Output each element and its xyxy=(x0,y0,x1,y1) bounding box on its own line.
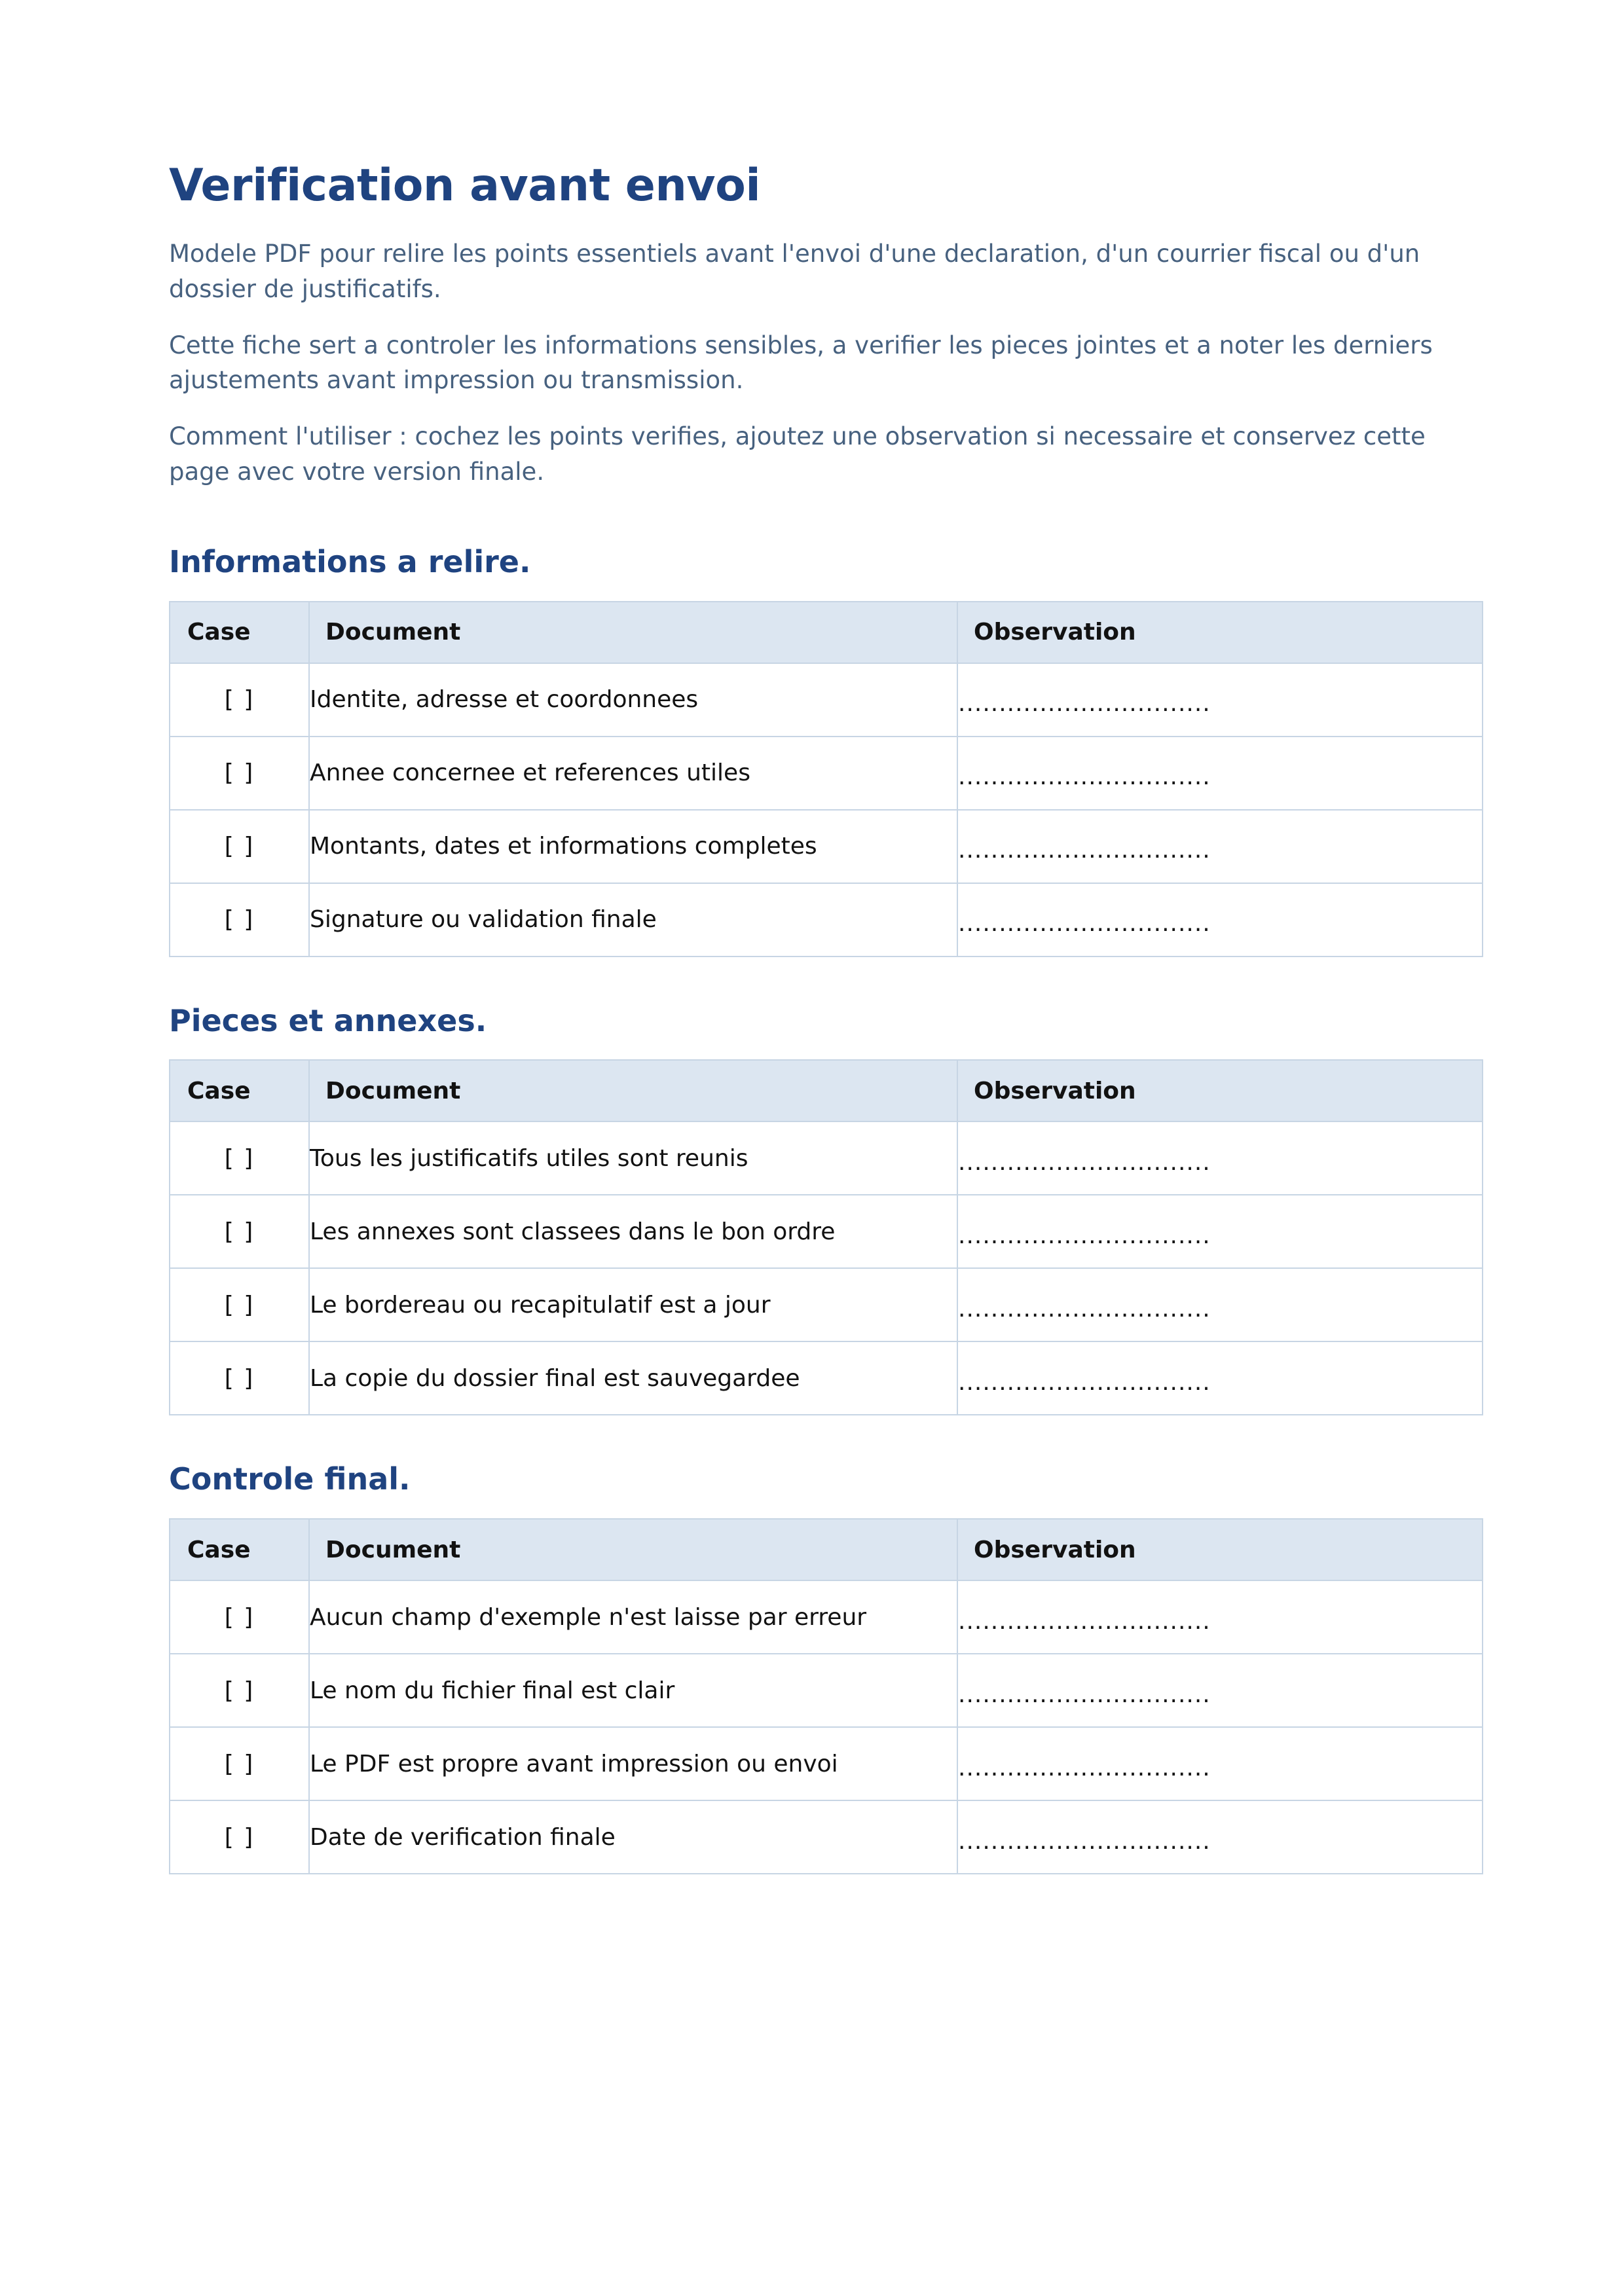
document-label: Le nom du fichier final est clair xyxy=(310,1677,675,1704)
observation-cell[interactable] xyxy=(957,1268,1483,1341)
document-cell xyxy=(309,1268,957,1341)
column-header-document: Document xyxy=(309,1519,957,1580)
column-header-case: Case xyxy=(170,1060,309,1121)
table-header-row xyxy=(170,1060,1483,1121)
observation-cell[interactable] xyxy=(957,1580,1483,1654)
document-label: Date de verification finale xyxy=(310,1823,616,1851)
observation-cell[interactable] xyxy=(957,1195,1483,1268)
checkbox-cell[interactable]: [ ] xyxy=(170,1580,309,1654)
column-header-case: Case xyxy=(170,1519,309,1580)
document-cell xyxy=(309,1727,957,1800)
observation-cell[interactable] xyxy=(957,663,1483,737)
section-heading: Controle final. xyxy=(169,1461,411,1497)
document-label: Le bordereau ou recapitulatif est a jour xyxy=(310,1291,771,1319)
observation-dotted-line: ............................... xyxy=(958,690,1211,718)
observation-dotted-line: ............................... xyxy=(958,1827,1211,1855)
document-cell xyxy=(309,1121,957,1195)
section-spacer xyxy=(169,1415,1468,1463)
checklist-table xyxy=(169,1518,1483,1874)
document-cell xyxy=(309,737,957,810)
column-header-document: Document xyxy=(309,1060,957,1121)
observation-cell[interactable] xyxy=(957,810,1483,883)
document-cell xyxy=(309,810,957,883)
document-cell xyxy=(309,1654,957,1727)
document-cell xyxy=(309,1800,957,1874)
table-row xyxy=(170,663,1483,737)
observation-dotted-line: ............................... xyxy=(958,1295,1211,1322)
observation-cell[interactable] xyxy=(957,883,1483,957)
section-heading: Pieces et annexes. xyxy=(169,1002,487,1038)
observation-dotted-line: ............................... xyxy=(958,1368,1211,1396)
document-cell xyxy=(309,1580,957,1654)
observation-dotted-line: ............................... xyxy=(958,1754,1211,1781)
document-label: Tous les justificatifs utiles sont reunis xyxy=(310,1144,748,1172)
table-row xyxy=(170,1580,1483,1654)
table-header-row xyxy=(170,602,1483,663)
observation-cell[interactable] xyxy=(957,1800,1483,1874)
checkbox-cell[interactable]: [ ] xyxy=(170,663,309,737)
intro-paragraph-2: Cette fiche sert a controler les informations sensibles, a verifier les pieces jointes et a noter les derniers ajustements avant impression ou transmission. xyxy=(169,331,1433,395)
column-header-document: Document xyxy=(309,602,957,663)
document-label: Les annexes sont classees dans le bon ordre xyxy=(310,1218,836,1245)
table-header-row xyxy=(170,1519,1483,1580)
section-pieces-et-annexes xyxy=(169,1004,1468,1416)
table-row xyxy=(170,1121,1483,1195)
column-header-observation: Observation xyxy=(957,1060,1483,1121)
table-row xyxy=(170,1268,1483,1341)
observation-dotted-line: ............................... xyxy=(958,763,1211,791)
observation-dotted-line: ............................... xyxy=(958,1681,1211,1708)
observation-cell[interactable] xyxy=(957,1341,1483,1415)
observation-cell[interactable] xyxy=(957,737,1483,810)
document-label: Identite, adresse et coordonnees xyxy=(310,686,699,714)
checkbox-cell[interactable]: [ ] xyxy=(170,1800,309,1874)
observation-cell[interactable] xyxy=(957,1121,1483,1195)
observation-dotted-line: ............................... xyxy=(958,1222,1211,1249)
table-row xyxy=(170,1654,1483,1727)
document-label: Annee concernee et references utiles xyxy=(310,759,750,787)
checkbox-cell[interactable]: [ ] xyxy=(170,1727,309,1800)
intro-paragraph-1: Modele PDF pour relire les points essentiels avant l'envoi d'une declaration, d'un courrier fiscal ou d'un dossier de justificatifs. xyxy=(169,240,1420,304)
checkbox-cell[interactable]: [ ] xyxy=(170,883,309,957)
checklist-table xyxy=(169,1059,1483,1415)
page-title: Verification avant envoi xyxy=(169,160,761,211)
section-spacer xyxy=(169,489,1468,545)
checkbox-cell[interactable]: [ ] xyxy=(170,1341,309,1415)
section-spacer xyxy=(169,957,1468,1004)
column-header-case: Case xyxy=(170,602,309,663)
table-row xyxy=(170,737,1483,810)
intro-paragraph-3: Comment l'utiliser : cochez les points verifies, ajoutez une observation si necessaire et conservez cette page avec votre version finale. xyxy=(169,422,1426,486)
checkbox-cell[interactable]: [ ] xyxy=(170,1654,309,1727)
table-row xyxy=(170,1341,1483,1415)
table-row xyxy=(170,1727,1483,1800)
checkbox-cell[interactable]: [ ] xyxy=(170,1121,309,1195)
observation-cell[interactable] xyxy=(957,1727,1483,1800)
section-heading: Informations a relire. xyxy=(169,544,531,580)
document-cell xyxy=(309,883,957,957)
checkbox-cell[interactable]: [ ] xyxy=(170,737,309,810)
observation-dotted-line: ............................... xyxy=(958,1148,1211,1176)
section-controle-final xyxy=(169,1463,1468,1874)
document-label: Montants, dates et informations completes xyxy=(310,833,817,860)
section-informations-a-relire xyxy=(169,545,1468,957)
document-label: Le PDF est propre avant impression ou envoi xyxy=(310,1750,838,1777)
checkbox-cell[interactable]: [ ] xyxy=(170,1268,309,1341)
document-label: La copie du dossier final est sauvegardee xyxy=(310,1364,800,1392)
column-header-observation: Observation xyxy=(957,602,1483,663)
observation-cell[interactable] xyxy=(957,1654,1483,1727)
table-row xyxy=(170,883,1483,957)
checkbox-cell[interactable]: [ ] xyxy=(170,1195,309,1268)
observation-dotted-line: ............................... xyxy=(958,1607,1211,1635)
document-cell xyxy=(309,663,957,737)
document-label: Signature ou validation finale xyxy=(310,906,657,934)
checkbox-cell[interactable]: [ ] xyxy=(170,810,309,883)
checklist-table xyxy=(169,601,1483,957)
table-row xyxy=(170,1800,1483,1874)
observation-dotted-line: ............................... xyxy=(958,837,1211,864)
document-cell xyxy=(309,1341,957,1415)
document-cell xyxy=(309,1195,957,1268)
table-row xyxy=(170,1195,1483,1268)
table-row xyxy=(170,810,1483,883)
observation-dotted-line: ............................... xyxy=(958,910,1211,938)
document-label: Aucun champ d'exemple n'est laisse par erreur xyxy=(310,1603,867,1631)
column-header-observation: Observation xyxy=(957,1519,1483,1580)
